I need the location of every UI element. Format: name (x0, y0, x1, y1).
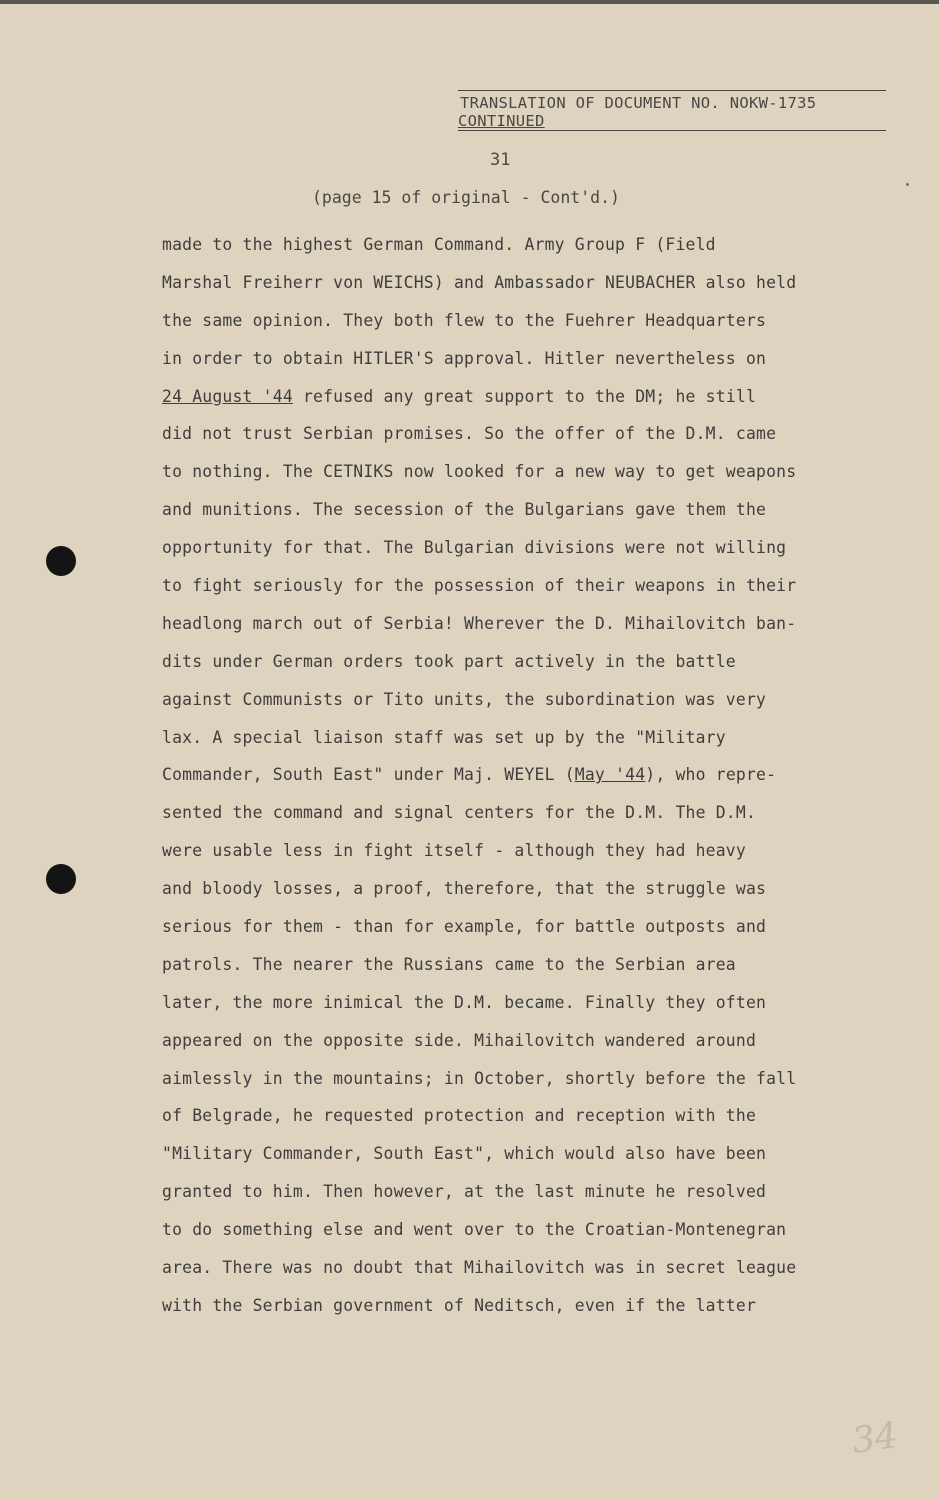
body-line: area. There was no doubt that Mihailovitch was in secret league (162, 1258, 797, 1278)
body-line-with-date (162, 756, 902, 794)
body-line: serious for them - than for example, for battle outposts and (162, 917, 767, 937)
underlined-date-may: May '44 (574, 765, 646, 785)
body-line: aimlessly in the mountains; in October, shortly before the fall (162, 1068, 797, 1088)
body-line: sented the command and signal centers for the D.M. The D.M. (162, 803, 757, 823)
body-line: appeared on the opposite side. Mihailovitch wandered around (162, 1030, 757, 1050)
body-line: were usable less in fight itself - although they had heavy (162, 841, 746, 861)
header-rule-top (458, 90, 886, 91)
body-line: of Belgrade, he requested protection and reception with the (162, 1106, 757, 1126)
body-line: dits under German orders took part actively in the battle (162, 651, 736, 671)
body-line: to fight seriously for the possession of their weapons in their (162, 576, 797, 596)
body-line: lax. A special liaison staff was set up by the "Military (162, 727, 726, 747)
binder-hole-icon (46, 864, 76, 894)
body-line: Marshal Freiherr von WEICHS) and Ambassador NEUBACHER also held (162, 272, 797, 292)
underlined-date-august: 24 August '44 (162, 386, 293, 406)
body-line: did not trust Serbian promises. So the offer of the D.M. came (162, 424, 777, 444)
body-line: with the Serbian government of Neditsch, even if the latter (162, 1295, 757, 1315)
header-title: TRANSLATION OF DOCUMENT NO. NOKW-1735 (460, 94, 817, 112)
body-line: the same opinion. They both flew to the Fuehrer Headquarters (162, 310, 767, 330)
body-line-start: Commander, South East" under Maj. WEYEL ( (162, 765, 575, 785)
body-line: and munitions. The secession of the Bulgarians gave them the (162, 500, 767, 520)
paper-speck (906, 183, 909, 186)
header-rule-bottom (458, 130, 886, 131)
body-line: to nothing. The CETNIKS now looked for a new way to get weapons (162, 462, 797, 482)
header-continued: CONTINUED (458, 112, 545, 130)
body-line: against Communists or Tito units, the subordination was very (162, 689, 767, 709)
pencil-page-mark: 34 (849, 1415, 901, 1462)
body-line: headlong march out of Serbia! Wherever the D. Mihailovitch ban- (162, 613, 797, 633)
body-line: made to the highest German Command. Army Group F (Field (162, 235, 716, 254)
body-line-rest: ), who repre- (645, 765, 777, 785)
body-line: granted to him. Then however, at the last minute he resolved (162, 1182, 767, 1202)
binder-hole-icon (46, 546, 76, 576)
body-line: later, the more inimical the D.M. became. Finally they often (162, 992, 767, 1012)
page-subheading: (page 15 of original - Cont'd.) (312, 188, 620, 207)
body-line: to do something else and went over to the Croatian-Montenegran (162, 1220, 787, 1240)
body-line: in order to obtain HITLER'S approval. Hitler nevertheless on (162, 348, 767, 368)
body-line-rest: refused any great support to the DM; he still (292, 386, 757, 406)
body-line: "Military Commander, South East", which would also have been (162, 1144, 767, 1164)
body-line: and bloody losses, a proof, therefore, that the struggle was (162, 879, 767, 899)
top-edge (0, 0, 939, 4)
body-line: patrols. The nearer the Russians came to the Serbian area (162, 954, 736, 974)
body-line-with-date (162, 378, 902, 416)
body-line: opportunity for that. The Bulgarian divisions were not willing (162, 538, 787, 558)
page-number: 31 (490, 150, 511, 170)
body-text (162, 226, 902, 1325)
